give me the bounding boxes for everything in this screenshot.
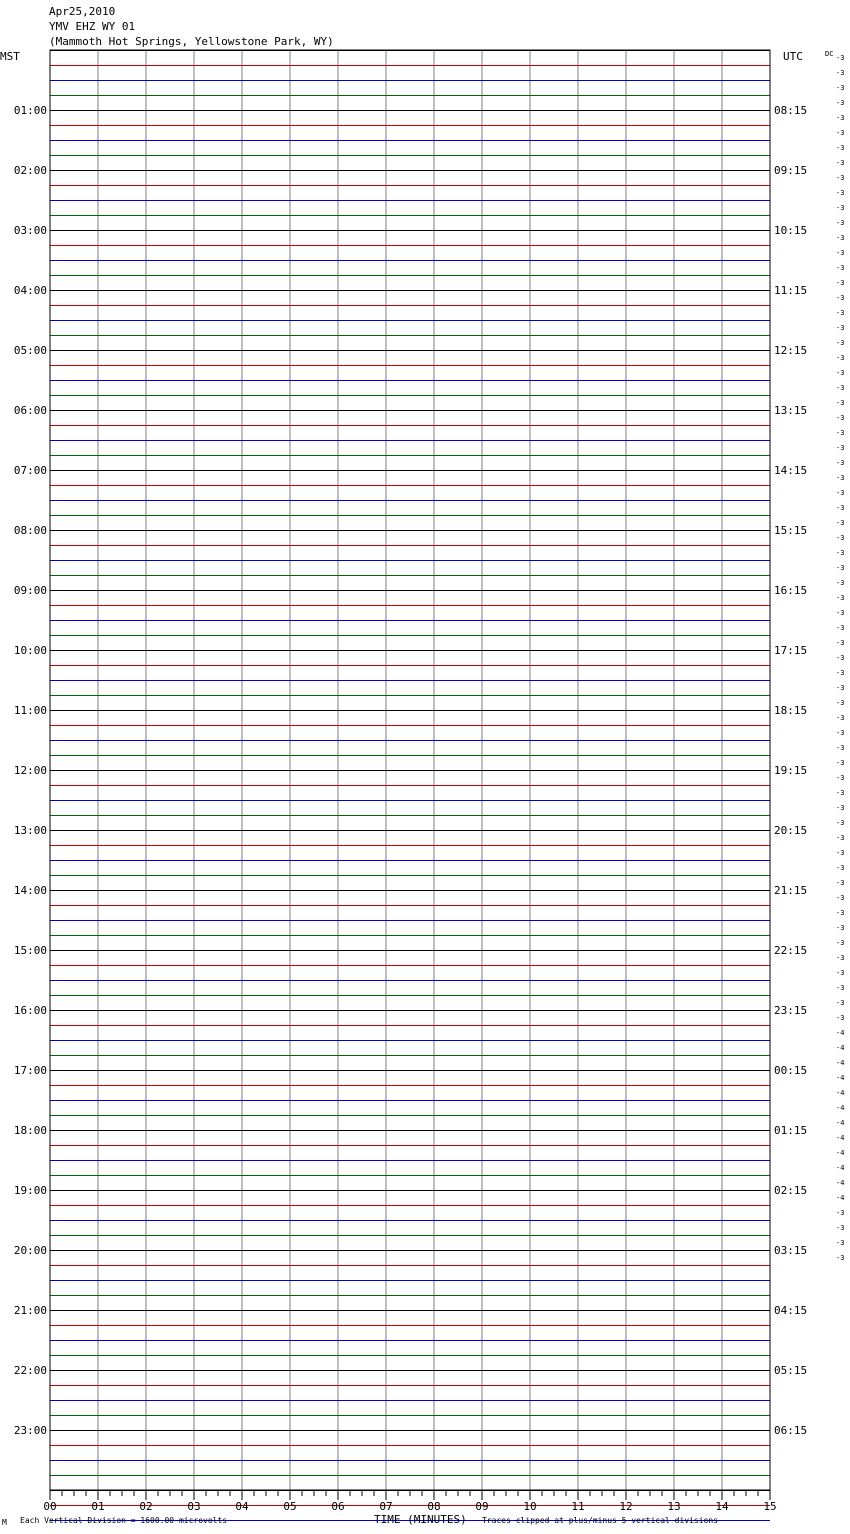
dc-offset-label: -3	[836, 474, 845, 482]
x-tick-labels	[43, 1500, 776, 1513]
x-tick-label: 01	[91, 1500, 105, 1513]
dc-offset-label: -3	[836, 789, 845, 797]
x-tick-label: 15	[763, 1500, 777, 1513]
dc-offset-label: -3	[836, 864, 845, 872]
left-hour-label: 11:00	[13, 704, 47, 717]
dc-offset-label: -3	[836, 1209, 845, 1217]
x-tick-label: 05	[283, 1500, 297, 1513]
dc-offset-label: -3	[836, 564, 845, 572]
dc-offset-label: -4	[836, 1059, 845, 1067]
dc-offset-label: -3	[836, 54, 845, 62]
right-hour-label: 15:15	[774, 524, 808, 537]
x-tick-label: 03	[187, 1500, 201, 1513]
x-axis-ticks	[50, 1490, 770, 1500]
clip-note: Traces clipped at plus/minus 5 vertical divisions	[482, 1516, 719, 1525]
dc-offset-label: -3	[836, 459, 845, 467]
left-hour-label: 05:00	[13, 344, 47, 357]
left-hour-label: 19:00	[13, 1184, 47, 1197]
dc-offset-label: -3	[836, 894, 845, 902]
dc-offset-label: -3	[836, 609, 845, 617]
chart-station: YMV EHZ WY 01	[49, 20, 136, 33]
dc-offset-label: -3	[836, 444, 845, 452]
dc-label: DC	[825, 50, 834, 58]
dc-offset-label: -3	[836, 384, 845, 392]
left-hour-label: 04:00	[13, 284, 47, 297]
dc-offset-label: -3	[836, 309, 845, 317]
x-tick-label: 13	[667, 1500, 681, 1513]
dc-offset-label: -4	[836, 1179, 845, 1187]
x-tick-label: 06	[331, 1500, 345, 1513]
dc-offset-label: -3	[836, 219, 845, 227]
right-hour-label: 06:15	[774, 1424, 808, 1437]
x-tick-label: 02	[139, 1500, 153, 1513]
dc-offset-label: -3	[836, 549, 845, 557]
left-hour-label: 09:00	[13, 584, 47, 597]
chart-date: Apr25,2010	[49, 5, 116, 18]
right-hour-label: 12:15	[774, 344, 808, 357]
dc-offset-label: -3	[836, 159, 845, 167]
left-hour-label: 14:00	[13, 884, 47, 897]
right-hour-label: 22:15	[774, 944, 808, 957]
trace-lines	[50, 51, 770, 1534]
dc-offset-label: -3	[836, 414, 845, 422]
dc-offset-label: -3	[836, 669, 845, 677]
dc-offset-label: -3	[836, 969, 845, 977]
left-hour-label: 12:00	[13, 764, 47, 777]
dc-offset-label: -3	[836, 834, 845, 842]
right-hour-label: 08:15	[774, 104, 808, 117]
right-axis-label: UTC	[783, 50, 803, 63]
dc-offset-label: -3	[836, 1014, 845, 1022]
left-hour-label: 06:00	[13, 404, 47, 417]
dc-offset-label: -3	[836, 399, 845, 407]
x-tick-label: 04	[235, 1500, 249, 1513]
dc-offset-label: -3	[836, 129, 845, 137]
right-hour-label: 19:15	[774, 764, 808, 777]
x-tick-label: 14	[715, 1500, 729, 1513]
left-hour-label: 10:00	[13, 644, 47, 657]
scale-note: Each Vertical Division = 1600.00 microvolts	[20, 1516, 228, 1525]
dc-offset-label: -4	[836, 1089, 845, 1097]
left-hour-label: 17:00	[13, 1064, 47, 1077]
left-hour-label: 15:00	[13, 944, 47, 957]
left-hour-label: 02:00	[13, 164, 47, 177]
right-hour-labels	[774, 104, 807, 1437]
left-hour-label: 20:00	[13, 1244, 47, 1257]
dc-offset-label: -3	[836, 729, 845, 737]
dc-offset-label: -3	[836, 324, 845, 332]
dc-offset-label: -3	[836, 174, 845, 182]
right-hour-label: 16:15	[774, 584, 808, 597]
left-hour-labels	[14, 104, 47, 1437]
dc-offset-label: -4	[836, 1119, 845, 1127]
dc-offset-label: -3	[836, 624, 845, 632]
dc-offset-label: -4	[836, 1134, 845, 1142]
dc-offset-label: -3	[836, 699, 845, 707]
dc-offset-label: -4	[836, 1044, 845, 1052]
right-hour-label: 21:15	[774, 884, 808, 897]
right-hour-label: 10:15	[774, 224, 808, 237]
dc-offset-label: -4	[836, 1104, 845, 1112]
dc-offset-label: -3	[836, 1254, 845, 1262]
dc-offset-label: -3	[836, 189, 845, 197]
dc-offset-label: -3	[836, 849, 845, 857]
dc-offset-label: -4	[836, 1029, 845, 1037]
dc-offset-label: -3	[836, 909, 845, 917]
left-hour-label: 07:00	[13, 464, 47, 477]
dc-offset-label: -3	[836, 684, 845, 692]
dc-offset-label: -3	[836, 69, 845, 77]
right-hour-label: 05:15	[774, 1364, 808, 1377]
left-hour-label: 16:00	[13, 1004, 47, 1017]
dc-offset-label: -3	[836, 1224, 845, 1232]
dc-offset-label: -3	[836, 294, 845, 302]
left-hour-label: 01:00	[13, 104, 47, 117]
dc-offset-label: -3	[836, 954, 845, 962]
dc-offset-label: -3	[836, 369, 845, 377]
dc-offset-label: -4	[836, 1149, 845, 1157]
dc-offset-label: -3	[836, 99, 845, 107]
left-axis-label: MST	[0, 50, 20, 63]
dc-offset-label: -3	[836, 354, 845, 362]
left-hour-label: 22:00	[13, 1364, 47, 1377]
x-tick-label: 07	[379, 1500, 393, 1513]
right-hour-label: 00:15	[774, 1064, 808, 1077]
left-hour-label: 18:00	[13, 1124, 47, 1137]
right-hour-label: 17:15	[774, 644, 808, 657]
right-hour-label: 18:15	[774, 704, 808, 717]
dc-offset-label: -3	[836, 249, 845, 257]
dc-offset-label: -3	[836, 744, 845, 752]
dc-offset-label: -3	[836, 579, 845, 587]
x-tick-label: 10	[523, 1500, 537, 1513]
left-hour-label: 23:00	[13, 1424, 47, 1437]
dc-offset-label: -3	[836, 279, 845, 287]
left-hour-label: 13:00	[13, 824, 47, 837]
dc-offset-label: -4	[836, 1164, 845, 1172]
dc-offset-label: -3	[836, 639, 845, 647]
right-hour-label: 09:15	[774, 164, 808, 177]
dc-offset-labels	[836, 54, 844, 1262]
right-hour-label: 03:15	[774, 1244, 808, 1257]
x-axis-title: TIME (MINUTES)	[374, 1513, 467, 1526]
right-hour-label: 02:15	[774, 1184, 808, 1197]
dc-offset-label: -3	[836, 714, 845, 722]
dc-offset-label: -3	[836, 234, 845, 242]
dc-offset-label: -3	[836, 804, 845, 812]
right-hour-label: 23:15	[774, 1004, 808, 1017]
dc-offset-label: -3	[836, 114, 845, 122]
right-hour-label: 04:15	[774, 1304, 808, 1317]
right-hour-label: 20:15	[774, 824, 808, 837]
dc-offset-label: -3	[836, 924, 845, 932]
dc-offset-label: -3	[836, 939, 845, 947]
dc-offset-label: -3	[836, 984, 845, 992]
dc-offset-label: -3	[836, 264, 845, 272]
x-tick-label: 00	[43, 1500, 57, 1513]
dc-offset-label: -3	[836, 534, 845, 542]
dc-offset-label: -3	[836, 489, 845, 497]
right-hour-label: 01:15	[774, 1124, 808, 1137]
right-hour-label: 11:15	[774, 284, 808, 297]
chart-location: (Mammoth Hot Springs, Yellowstone Park, WY)	[49, 35, 334, 48]
dc-offset-label: -3	[836, 774, 845, 782]
dc-offset-label: -4	[836, 1074, 845, 1082]
left-hour-label: 08:00	[13, 524, 47, 537]
dc-offset-label: -3	[836, 84, 845, 92]
right-hour-label: 13:15	[774, 404, 808, 417]
dc-offset-label: -3	[836, 999, 845, 1007]
x-tick-label: 11	[571, 1500, 585, 1513]
dc-offset-label: -3	[836, 759, 845, 767]
dc-offset-label: -3	[836, 339, 845, 347]
dc-offset-label: -3	[836, 594, 845, 602]
x-tick-label: 08	[427, 1500, 441, 1513]
dc-offset-label: -3	[836, 204, 845, 212]
corner-mark: M	[2, 1518, 7, 1527]
left-hour-label: 21:00	[13, 1304, 47, 1317]
dc-offset-label: -4	[836, 1194, 845, 1202]
right-hour-label: 14:15	[774, 464, 808, 477]
dc-offset-label: -3	[836, 654, 845, 662]
dc-offset-label: -3	[836, 504, 845, 512]
x-tick-label: 09	[475, 1500, 489, 1513]
dc-offset-label: -3	[836, 519, 845, 527]
dc-offset-label: -3	[836, 429, 845, 437]
left-hour-label: 03:00	[13, 224, 47, 237]
dc-offset-label: -3	[836, 1239, 845, 1247]
dc-offset-label: -3	[836, 819, 845, 827]
x-tick-label: 12	[619, 1500, 633, 1513]
dc-offset-label: -3	[836, 879, 845, 887]
dc-offset-label: -3	[836, 144, 845, 152]
